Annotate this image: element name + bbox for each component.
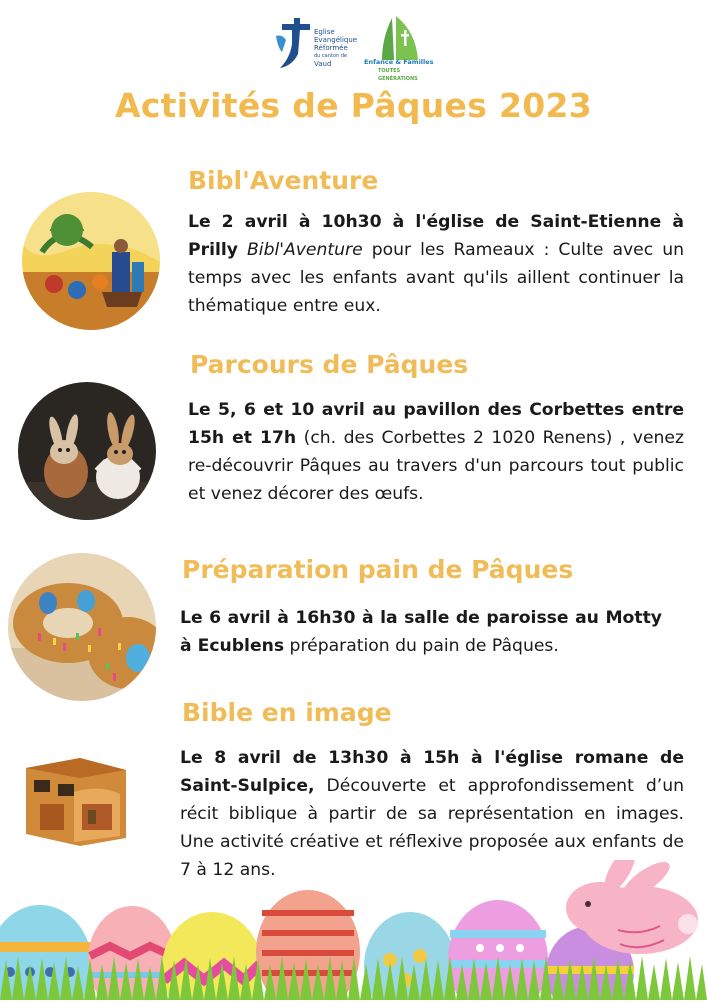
wooden-bunnies-image [18,382,156,520]
section-title: Préparation pain de Pâques [182,555,574,584]
section-bold: Le 2 avril à 10h30 à l'église de Saint-Etienne à Prilly [188,212,684,260]
section-text: préparation du pain de Pâques. [284,636,559,656]
easter-bread-image [8,553,156,701]
section-title: Bible en image [182,698,392,727]
section-text: pour les Rameaux : Culte avec un temps avec les enfants avant qu'ils aillent continuer la thématique entre eux. [188,240,685,316]
bible-house-image [20,748,132,848]
eerv-logo-line: du canton de [314,53,347,59]
enfance-familles-logo [360,14,438,80]
eerv-logo [272,14,362,78]
palm-sunday-image [22,192,160,330]
section-text: Découverte et approfondissement d’un récit biblique à partir de sa représentation en images. Une activité créative et réflexive proposée aux enfants de 7 à 12 ans. [180,776,684,880]
eerv-logo-line: Evangélique [314,36,358,44]
section-text: (ch. des Corbettes 2 1020 Renens) , venez re-découvrir Pâques au travers d'un parcours tout public et venez décorer des œufs. [188,428,685,504]
easter-eggs-decoration [0,860,707,1000]
section-body [188,208,684,320]
enfance-familles-name: Enfance & Familles [364,58,434,66]
section-body [188,396,684,508]
enfance-familles-tagline: TOUTES GÉNÉRATIONS [378,68,418,82]
section-italic: Bibl'Aventure [247,240,363,260]
section-title: Parcours de Pâques [190,350,469,379]
eerv-logo-line: Vaud [314,60,332,68]
eerv-logo-line: Réformée [314,44,348,52]
section-body [180,604,662,660]
page-title: Activités de Pâques 2023 [114,86,593,125]
section-title: Bibl'Aventure [188,166,379,195]
sail-icon [360,14,438,64]
section-bold: Le 5, 6 et 10 avril au pavillon des Corbettes entre 15h et 17h [188,400,684,448]
section-bold: Le 6 avril à 16h30 à la salle de paroisse au Motty à Ecublens [180,608,662,656]
eerv-logo-line: Eglise [314,28,335,36]
section-bold: Le 8 avril de 13h30 à 15h à l'église romane de Saint-Sulpice, [180,748,684,796]
eerv-cross-icon [272,14,314,78]
